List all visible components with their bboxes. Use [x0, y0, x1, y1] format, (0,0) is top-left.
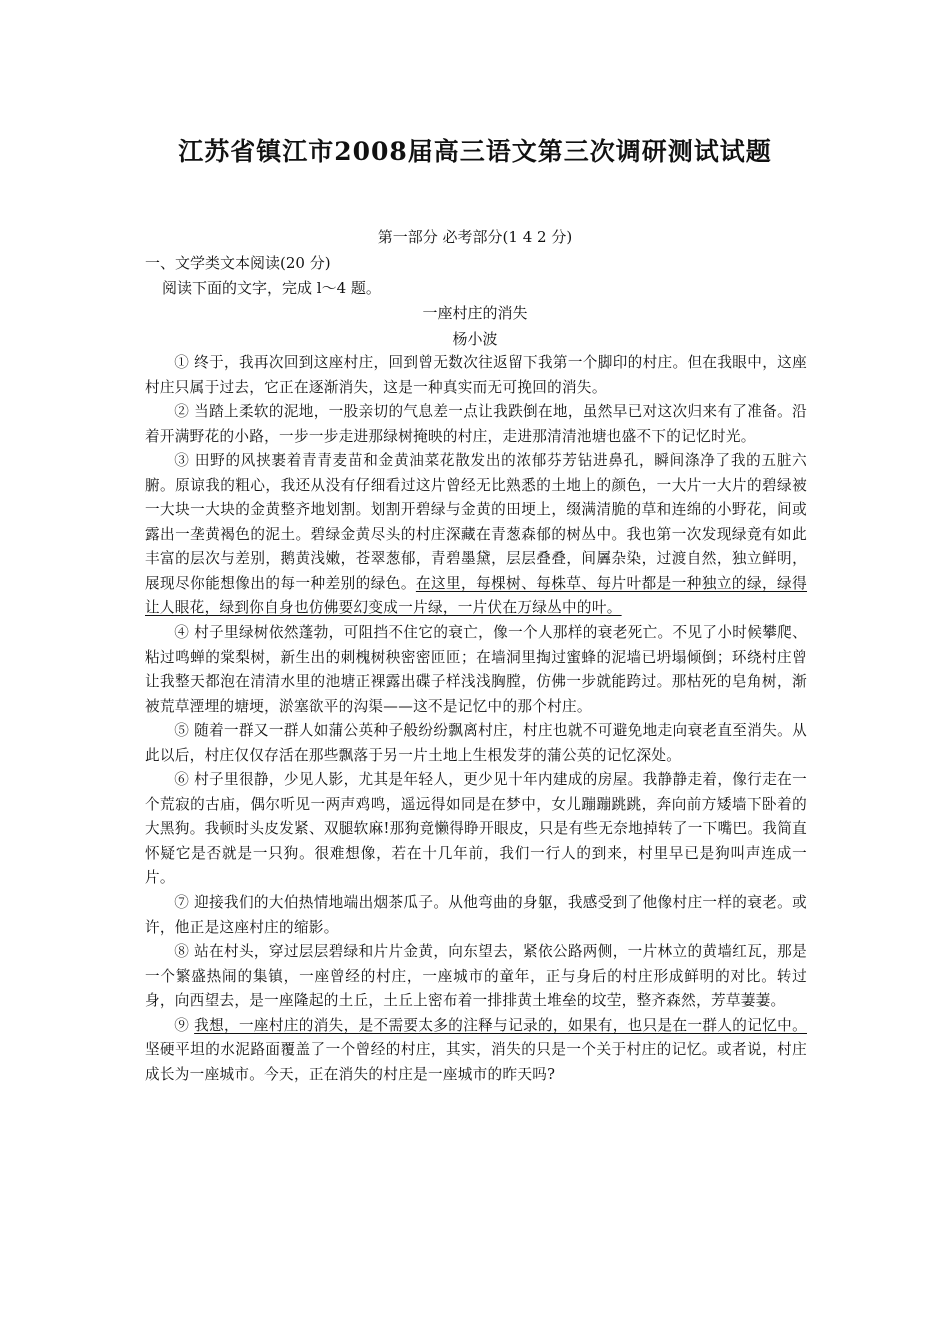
paragraph-6: ⑥ 村子里很静，少见人影，尤其是年轻人，更少见十年内建成的房屋。我静静走着，像行走在一个荒寂的古庙，偶尔听见一两声鸡鸣，遥远得如同是在梦中，女儿蹦蹦跳跳，奔向前方矮墙下卧着的大黑狗。我顿时头皮发紧、双腿软麻!那狗竟懒得睁开眼皮，只是有些无奈地掉转了一下嘴巴。我简直怀疑它是否就是一只狗。很难想像，若在十几年前，我们一行人的到来，村里早已是狗叫声连成一片。 — [145, 771, 807, 887]
paragraph-4: ④ 村子里绿树依然蓬勃，可阻挡不住它的衰亡，像一个人那样的衰老死亡。不见了小时候攀爬、粘过鸣蝉的棠梨树，新生出的刺槐树秧密密匝匝；在墙洞里掏过蜜蜂的泥墙已坍塌倾倒；环绕村庄曾让我整天都泡在清清水里的池塘正裸露出碟子样浅浅胸膛，仿佛一步就能跨过。那枯死的皂角树，渐被荒草湮埋的塘埂，淤塞欲平的沟渠——这不是记忆中的那个村庄。 — [145, 624, 807, 715]
paragraph-8: ⑧ 站在村头，穿过层层碧绿和片片金黄，向东望去，紧依公路两侧，一片林立的黄墙红瓦，那是一个繁盛热闹的集镇，一座曾经的村庄，一座城市的童年，正与身后的村庄形成鲜明的对比。转过身，向西望去，是一座隆起的土丘，土丘上密布着一排排黄土堆垒的坟茔，整齐森然，芳草萋萋。 — [145, 943, 807, 1010]
article-body — [145, 351, 807, 1087]
paragraph-9 — [145, 1014, 807, 1088]
underlined-sentence: 我想，一座村庄的消失，是不需要太多的注释与记录的，如果有，也只是在一群人的记忆中。 — [194, 1016, 807, 1034]
paragraph-1: ① 终于，我再次回到这座村庄，回到曾无数次往返留下我第一个脚印的村庄。但在我眼中，这座村庄只属于过去，它正在逐渐消失，这是一种真实而无可挽回的消失。 — [145, 354, 807, 396]
underlined-sentence: 在这里，每棵树、每株草、每片叶都是一种独立的绿，绿得让人眼花，绿到你自身也仿佛要幻变成一片绿，一片伏在万绿丛中的叶。 — [145, 574, 808, 617]
paragraph-3-text: ③ 田野的风挟裹着青青麦苗和金黄油菜花散发出的浓郁芬芳钻进鼻孔，瞬间涤净了我的五脏六腑。原谅我的粗心，我还从没有仔细看过这片曾经无比熟悉的土地上的颜色，一大片一大片的碧绿被一大块一大块的金黄整齐地划割。划割开碧绿与金黄的田埂上，缀满清脆的草和连绵的小野花，间或露出一垄黄褐色的泥土。碧绿金黄尽头的村庄深藏在青葱森郁的树丛中。我也第一次发现绿竟有如此丰富的层次与差别，鹅黄浅嫩，苍翠葱郁，青碧墨黛，层层叠叠，间羼杂染，过渡自然，独立鲜明，展现尽你能想像出的每一种差别的绿色。 — [145, 452, 807, 592]
paragraph-3 — [145, 449, 807, 621]
paragraph-2: ② 当踏上柔软的泥地，一股亲切的气息差一点让我跌倒在地，虽然早已对这次归来有了准备。沿着开满野花的小路，一步一步走进那绿树掩映的村庄，走进那清清池塘也盛不下的记忆时光。 — [145, 403, 807, 445]
paragraph-9-number: ⑨ — [174, 1016, 195, 1034]
article-title: 一座村庄的消失 — [422, 304, 528, 322]
page-title: 江苏省镇江市2008届高三语文第三次调研测试试题 — [178, 137, 772, 166]
paragraph-9-text: 坚硬平坦的水泥路面覆盖了一个曾经的村庄，其实，消失的只是一个关于村庄的记忆。或者说，村庄成长为一座城市。今天，正在消失的村庄是一座城市的昨天吗? — [145, 1041, 807, 1083]
paragraph-5: ⑤ 随着一群又一群人如蒲公英种子般纷纷飘离村庄，村庄也就不可避免地走向衰老直至消失。从此以后，村庄仅仅存活在那些飘落于另一片土地上生根发芽的蒲公英的记忆深处。 — [145, 722, 807, 764]
section-heading: 一、文学类文本阅读(20 分) — [145, 254, 331, 272]
instruction-text: 阅读下面的文字，完成 l～4 题。 — [162, 279, 381, 297]
paragraph-7: ⑦ 迎接我们的大伯热情地端出烟茶瓜子。从他弯曲的身躯，我感受到了他像村庄一样的衰老。或许，他正是这座村庄的缩影。 — [145, 894, 807, 936]
part-heading: 第一部分 必考部分(1 4 2 分) — [377, 228, 573, 246]
article-author: 杨小波 — [452, 330, 498, 348]
